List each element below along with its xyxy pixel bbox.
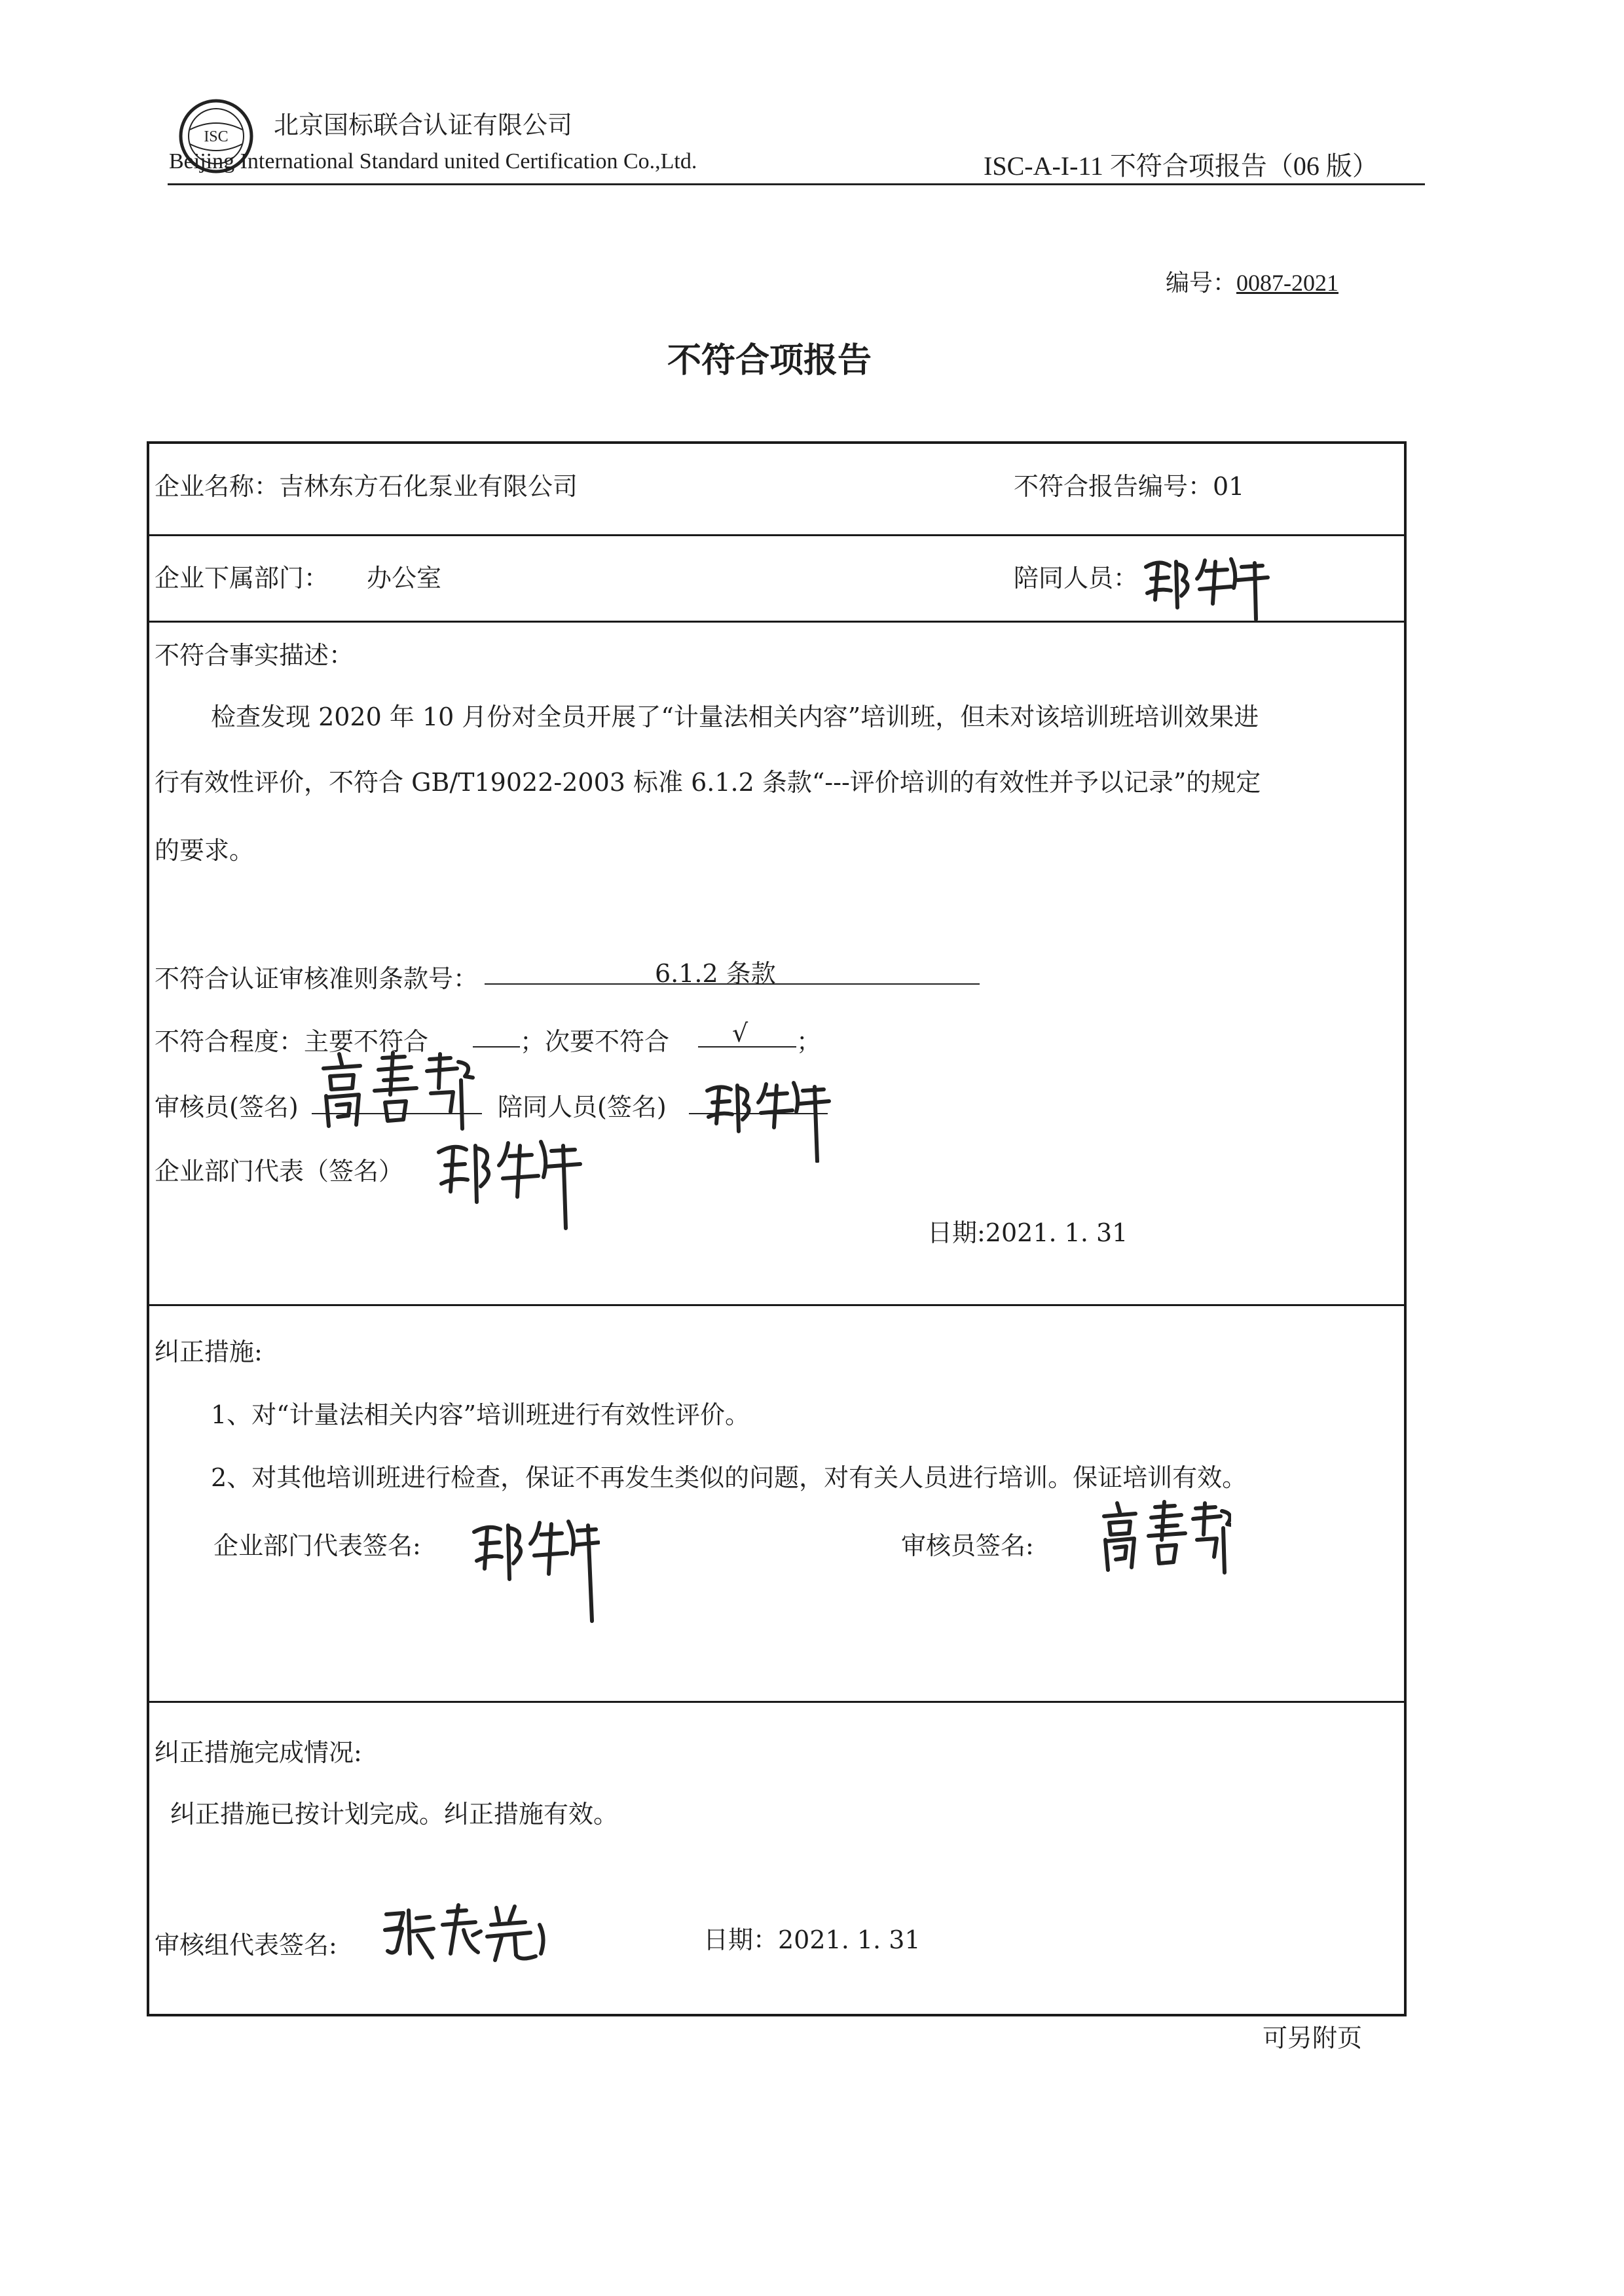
- signature-zhang: [380, 1899, 550, 1971]
- corrective-dept-rep-label: 企业部门代表签名:: [213, 1531, 421, 1560]
- row-divider: [147, 534, 1407, 536]
- degree-minor-check: √: [732, 1019, 748, 1048]
- signature-guo: [702, 1071, 833, 1163]
- accompany-sign-label: 陪同人员(签名): [498, 1093, 667, 1121]
- department-value: 办公室: [367, 564, 442, 592]
- report-number-label: 编号：: [1166, 270, 1237, 297]
- degree-minor-label: ；次要不符合: [520, 1027, 670, 1056]
- report-no-field: 不符合报告编号：01: [1014, 472, 1245, 501]
- footer-note: 可另附页: [1263, 2024, 1363, 2052]
- facts-line-3: 的要求。: [155, 836, 255, 865]
- row-divider: [147, 1304, 1407, 1306]
- company-name-cn: 北京国标联合认证有限公司: [274, 111, 573, 139]
- logo-text: ISC: [204, 128, 229, 145]
- auditor-sign-label: 审核员(签名): [155, 1093, 299, 1121]
- clause-value: 6.1.2 条款: [655, 959, 776, 988]
- degree-end: ；: [796, 1027, 822, 1056]
- dept-rep-sign-label: 企业部门代表（签名）: [155, 1157, 404, 1186]
- corrective-item-2: 2、对其他培训班进行检查，保证不再发生类似的问题，对有关人员进行培训。保证培训有效。: [211, 1463, 1247, 1492]
- degree-major-label: 不符合程度：主要不符合: [155, 1027, 429, 1056]
- signature-guo: [1139, 547, 1270, 626]
- signature-guo: [432, 1126, 583, 1231]
- company-name-field: 企业名称：吉林东方石化泵业有限公司: [155, 472, 578, 501]
- corrective-heading: 纠正措施:: [155, 1338, 263, 1366]
- page-title: 不符合项报告: [667, 340, 872, 380]
- facts-line-2: 行有效性评价，不符合 GB/T19022-2003 标准 6.1.2 条款“---评价培训的有效性并予以记录”的规定: [155, 768, 1261, 797]
- corrective-auditor-label: 审核员签名:: [901, 1531, 1034, 1560]
- signature-gao: [1100, 1499, 1231, 1578]
- degree-major-blank: [473, 1046, 520, 1048]
- row-divider: [147, 1701, 1407, 1703]
- header-rule: [168, 183, 1425, 185]
- document-code: ISC-A-I-11 不符合项报告（06 版）: [984, 151, 1378, 181]
- signature-gao: [320, 1048, 477, 1133]
- facts-date: 日期:2021. 1. 31: [927, 1218, 1128, 1247]
- report-number-value: 0087-2021: [1236, 270, 1339, 296]
- corrective-item-1: 1、对“计量法相关内容”培训班进行有效性评价。: [211, 1400, 750, 1429]
- degree-minor-blank: [698, 1046, 796, 1048]
- clause-label: 不符合认证审核准则条款号：: [155, 964, 479, 993]
- facts-line-1: 检查发现 2020 年 10 月份对全员开展了“计量法相关内容”培训班，但未对该培训班培训效果进: [211, 702, 1259, 731]
- report-form: [147, 441, 1407, 2016]
- completion-heading: 纠正措施完成情况:: [155, 1738, 362, 1767]
- report-number: [1166, 264, 1338, 298]
- completion-text: 纠正措施已按计划完成。纠正措施有效。: [170, 1800, 619, 1829]
- facts-heading: 不符合事实描述：: [155, 641, 354, 670]
- signature-guo: [469, 1506, 600, 1624]
- clause-underline: [485, 983, 980, 985]
- completion-date: 日期：2021. 1. 31: [703, 1925, 921, 1954]
- accompany-label: 陪同人员：: [1014, 564, 1139, 592]
- team-rep-sign-label: 审核组代表签名:: [155, 1931, 337, 1959]
- company-name-en: Beijing International Standard united Certification Co.,Ltd.: [169, 149, 697, 173]
- department-label: 企业下属部门：: [155, 564, 329, 592]
